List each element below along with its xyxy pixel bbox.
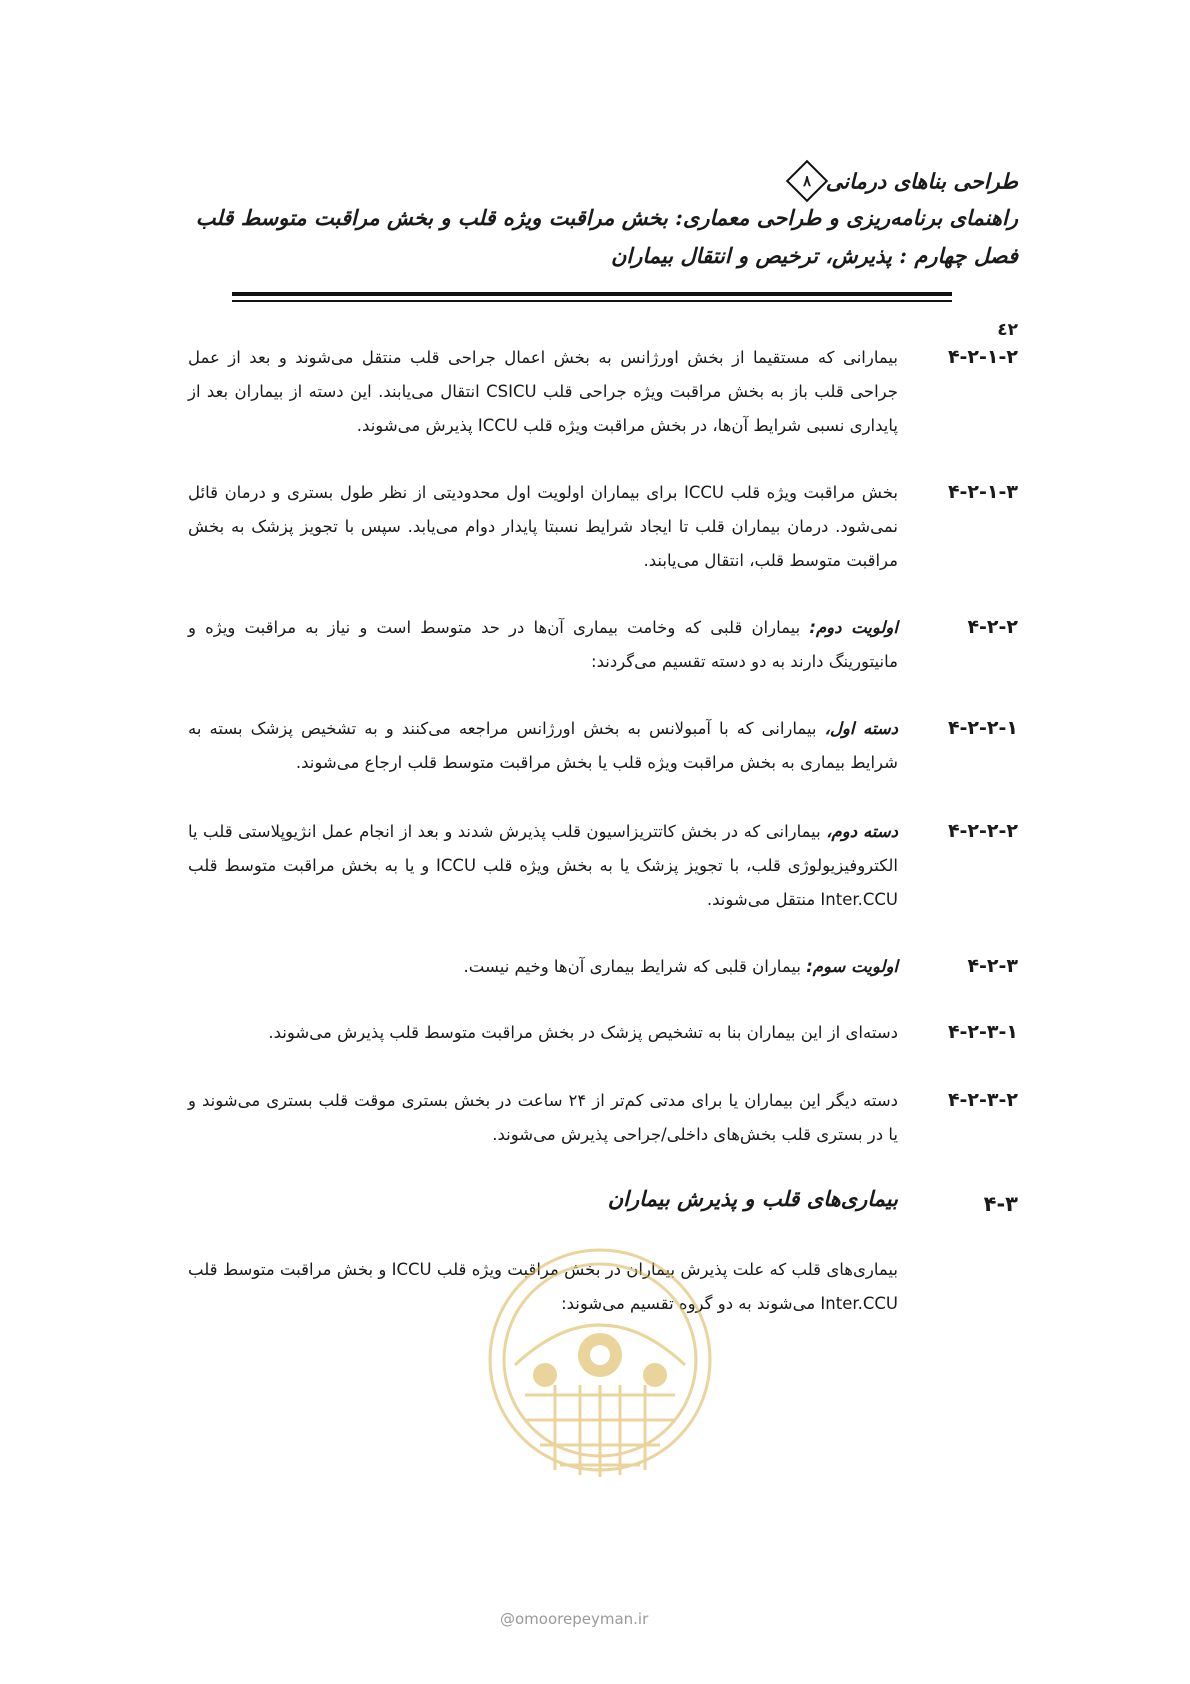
section-number: ۴-۲-۱-۳ xyxy=(947,481,1018,503)
section-number: ۴-۲-۳-۲ xyxy=(947,1089,1018,1111)
volume-number: ۸ xyxy=(802,172,811,190)
section-paragraph xyxy=(188,611,898,679)
heading-number: ۴-۳ xyxy=(983,1192,1018,1216)
section-number: ۴-۲-۳ xyxy=(967,955,1018,977)
section-text: دسته دیگر این بیماران یا برای مدتی کم‌تر از ۲۴ ساعت در بخش بستری موقت قلب بستری می‌شوند و یا در بستری قلب بخش‌های داخلی/جراحی پذیرش می‌شوند. xyxy=(188,1091,898,1144)
section-text: بیمارانی که با آمبولانس به بخش اورژانس مراجعه می‌کنند و به تشخیص پزشک بسته به شرایط بیماری به بخش مراقبت ویژه قلب یا بخش مراقبت متوسط قلب ارجاع می‌شوند. xyxy=(188,719,898,772)
section-number: ۴-۲-۲-۲ xyxy=(947,820,1018,842)
section-text: دسته‌ای از این بیماران بنا به تشخیص پزشک در بخش مراقبت متوسط قلب پذیرش می‌شوند. xyxy=(268,1023,898,1042)
section-text: بیمارانی که در بخش کاتتریزاسیون قلب پذیرش شدند و بعد از انجام عمل انژیوپلاستی قلب یا الکتروفیزیولوژی قلب، با تجویز پزشک یا به بخش ویژه قلب ICCU و یا به بخش مراقبت متوسط قلب Inter.CCU منتقل می‌شوند. xyxy=(188,822,898,909)
seal-logo-icon xyxy=(485,1245,715,1565)
section-text: بخش مراقبت ویژه قلب ICCU برای بیماران اولویت اول محدودیتی از نظر طول بستری و درمان قائل نمی‌شود. درمان بیماران قلب تا ایجاد شرایط نسبتا پایدار دوام می‌یابد. سپس با تجویز پزشک به بخش مراقبت متوسط قلب، انتقال می‌یابند. xyxy=(188,483,898,570)
series-name: طراحی بناهای درمانی xyxy=(825,168,1018,194)
header-rule-thin xyxy=(232,300,952,302)
closing-paragraph: بیماری‌های قلب که علت پذیرش بیماران در بخش مراقبت ویژه قلب ICCU و بخش مراقبت متوسط قلب Inter.CCU می‌شوند به دو گروه تقسیم می‌شوند: xyxy=(188,1260,898,1313)
section-paragraph xyxy=(188,950,898,984)
section-number: ۴-۲-۲ xyxy=(967,616,1018,638)
section-number: ۴-۲-۱-۲ xyxy=(947,346,1018,368)
document-title: راهنمای برنامه‌ریزی و طراحی معماری: بخش مراقبت ویژه قلب و بخش مراقبت متوسط قلب xyxy=(195,205,1018,230)
section-paragraph xyxy=(188,815,898,917)
section-number: ۴-۲-۲-۱ xyxy=(947,717,1018,739)
section-heading: بیماری‌های قلب و پذیرش بیماران xyxy=(607,1186,898,1211)
section-text: بیماران قلبی که وخامت بیماری آن‌ها در حد متوسط است و نیاز به مراقبت ویژه و مانیتورینگ دارند به دو دسته تقسیم می‌گردند: xyxy=(188,618,898,671)
group-label: دسته دوم، xyxy=(826,822,898,841)
page-number: ٤٢ xyxy=(997,320,1018,340)
group-label: دسته اول، xyxy=(824,719,898,738)
watermark-text: @omoorepeyman.ir xyxy=(500,1610,649,1628)
section-paragraph xyxy=(188,712,898,780)
section-number: ۴-۲-۳-۱ xyxy=(947,1021,1018,1043)
volume-diamond-icon xyxy=(786,160,828,202)
section-text: بیمارانی که مستقیما از بخش اورژانس به بخش اعمال جراحی قلب منتقل می‌شوند و بعد از عمل جراحی قلب باز به بخش مراقبت ویژه جراحی قلب CSICU انتقال می‌یابند. این دسته از بیماران بعد از پایداری نسبی شرایط آن‌ها، در بخش مراقبت ویژه قلب ICCU پذیرش می‌شوند. xyxy=(188,348,898,435)
chapter-title: فصل چهارم : پذیرش، ترخیص و انتقال بیماران xyxy=(610,243,1018,268)
header-rule-thick xyxy=(232,292,952,296)
section-text: بیماران قلبی که شرایط بیماری آن‌ها وخیم نیست. xyxy=(463,957,801,976)
series-title xyxy=(168,168,1018,198)
priority-label: اولویت سوم: xyxy=(806,957,898,976)
priority-label: اولویت دوم: xyxy=(809,618,898,637)
